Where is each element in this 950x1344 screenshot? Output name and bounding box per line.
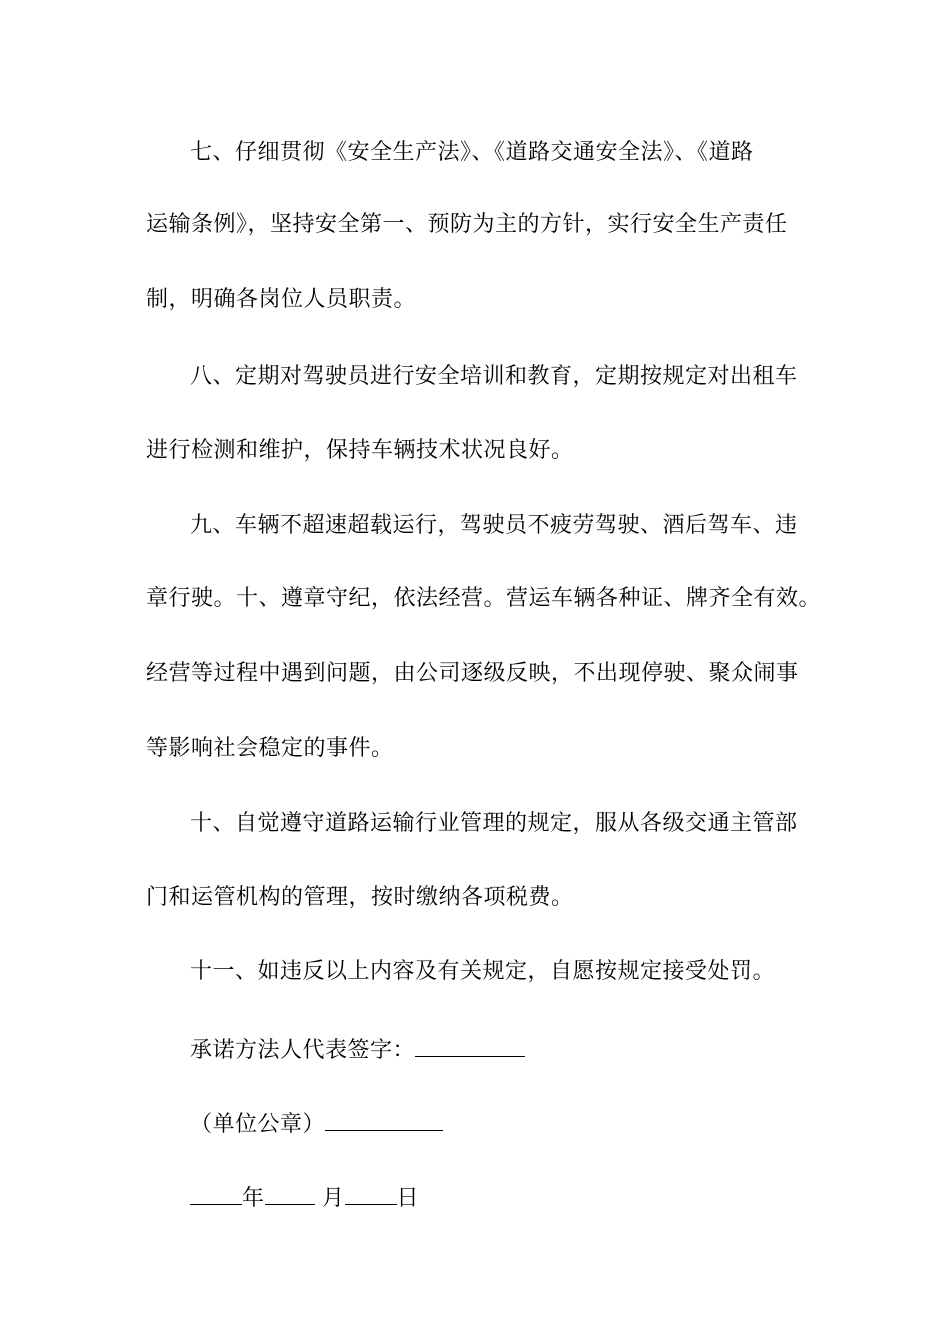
year-label: 年 bbox=[242, 1186, 265, 1211]
signature-blank[interactable] bbox=[415, 1038, 525, 1057]
year-blank[interactable] bbox=[190, 1186, 242, 1205]
month-blank[interactable] bbox=[265, 1186, 315, 1205]
paragraph-7-line-3: 制，明确各岗位人员职责。 bbox=[146, 287, 417, 312]
paragraph-8-line-1: 八、定期对驾驶员进行安全培训和教育，定期按规定对出租车 bbox=[190, 364, 798, 389]
date-row bbox=[190, 1184, 419, 1214]
paragraph-9-line-1: 九、车辆不超速超载运行，驾驶员不疲劳驾驶、酒后驾车、违 bbox=[190, 513, 798, 538]
paragraph-10-line-1: 十、自觉遵守道路运输行业管理的规定，服从各级交通主管部 bbox=[190, 811, 798, 836]
paragraph-7-line-2: 运输条例》，坚持安全第一、预防为主的方针，实行安全生产责任 bbox=[146, 212, 788, 237]
seal-blank[interactable] bbox=[325, 1112, 443, 1131]
day-blank[interactable] bbox=[345, 1186, 397, 1205]
paragraph-11-line-1: 十一、如违反以上内容及有关规定，自愿按规定接受处罚。 bbox=[190, 959, 776, 984]
seal-label: （单位公章） bbox=[190, 1112, 326, 1137]
month-label: 月 bbox=[322, 1186, 345, 1211]
paragraph-9-line-4: 等影响社会稳定的事件。 bbox=[146, 736, 394, 761]
seal-row bbox=[190, 1110, 443, 1140]
paragraph-10-line-2: 门和运管机构的管理，按时缴纳各项税费。 bbox=[146, 885, 574, 910]
paragraph-7-line-1: 七、仔细贯彻《安全生产法》、《道路交通安全法》、《道路 bbox=[190, 140, 754, 165]
paragraph-8-line-2: 进行检测和维护，保持车辆技术状况良好。 bbox=[146, 438, 574, 463]
day-label: 日 bbox=[396, 1186, 420, 1211]
paragraph-9-line-3: 经营等过程中遇到问题，由公司逐级反映，不出现停驶、聚众闹事 bbox=[146, 661, 799, 686]
signature-row bbox=[190, 1036, 525, 1066]
paragraph-9-line-2: 章行驶。十、遵章守纪，依法经营。营运车辆各种证、牌齐全有效。 bbox=[146, 586, 822, 611]
signature-label: 承诺方法人代表签字： bbox=[190, 1038, 416, 1063]
